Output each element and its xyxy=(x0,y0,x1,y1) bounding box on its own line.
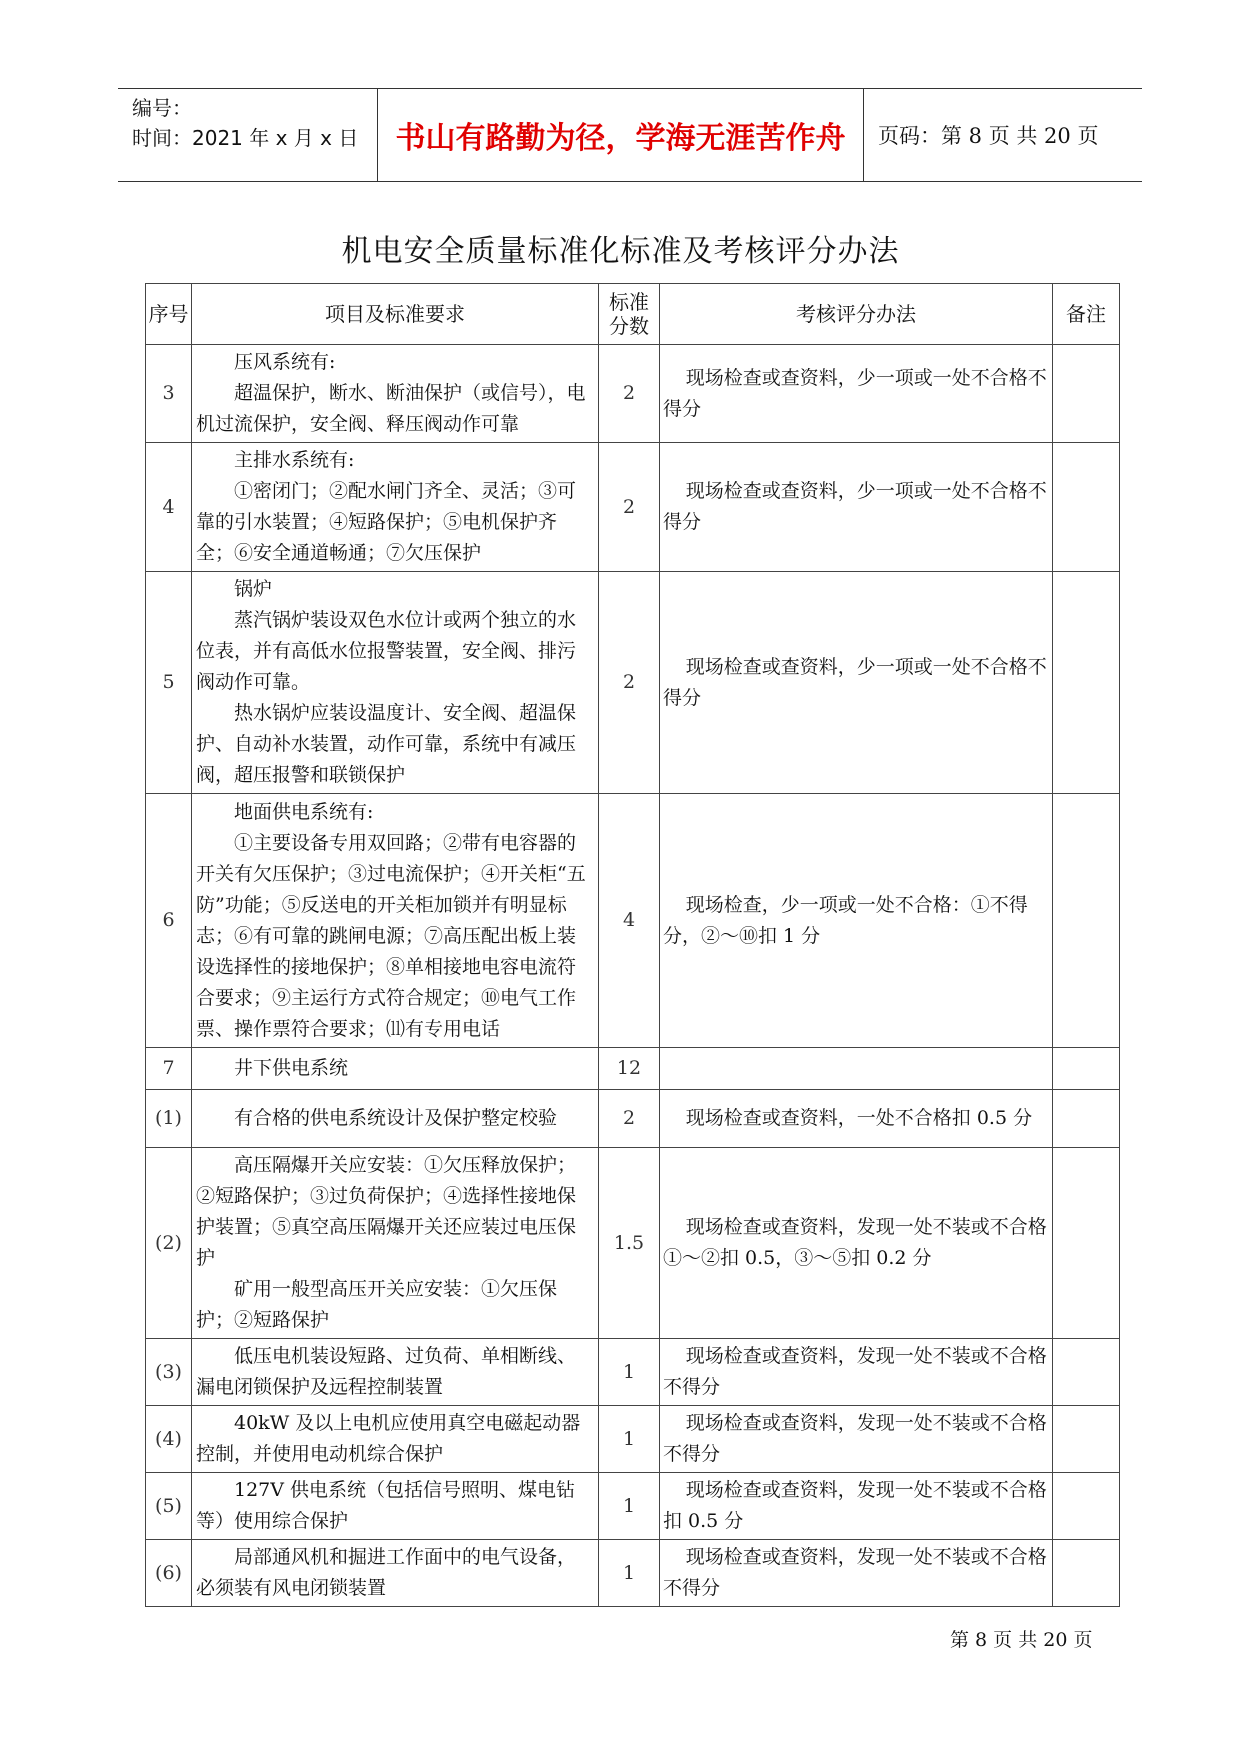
header-motto: 书山有路勤为径，学海无涯苦作舟 xyxy=(378,89,864,181)
requirement-text: 锅炉 xyxy=(234,578,273,600)
row-score: 12 xyxy=(599,1048,660,1090)
row-method: 现场检查或查资料，少一项或一处不合格不得分 xyxy=(660,345,1053,443)
row-requirement xyxy=(192,1339,599,1406)
row-number: 7 xyxy=(146,1048,192,1090)
row-method: 现场检查或查资料，发现一处不装或不合格①～②扣 0.5，③～⑤扣 0.2 分 xyxy=(660,1148,1053,1339)
row-method: 现场检查或查资料，发现一处不装或不合格不得分 xyxy=(660,1540,1053,1607)
requirement-text: 井下供电系统 xyxy=(234,1057,349,1079)
row-note xyxy=(1053,1090,1120,1148)
row-method: 现场检查或查资料，一处不合格扣 0.5 分 xyxy=(660,1090,1053,1148)
standards-table xyxy=(145,283,1120,1607)
table-row xyxy=(146,1148,1120,1339)
requirement-text: 主排水系统有: xyxy=(234,449,355,471)
row-score: 1 xyxy=(599,1540,660,1607)
time-label: 时间：2021 年 x 月 x 日 xyxy=(132,126,359,150)
row-method: 现场检查或查资料，少一项或一处不合格不得分 xyxy=(660,572,1053,794)
row-score: 4 xyxy=(599,794,660,1048)
table-row xyxy=(146,1048,1120,1090)
row-number: (3) xyxy=(146,1339,192,1406)
header-page-info: 页码：第 8 页 共 20 页 xyxy=(878,124,1099,148)
row-requirement xyxy=(192,1406,599,1473)
requirement-text: 高压隔爆开关应安装：①欠压释放保护；②短路保护；③过负荷保护；④选择性接地保护装置；⑤真空高压隔爆开关还应装过电压保护 xyxy=(196,1154,577,1269)
row-score: 2 xyxy=(599,1090,660,1148)
requirement-text: 压风系统有: xyxy=(234,351,336,373)
row-requirement xyxy=(192,1048,599,1090)
row-note xyxy=(1053,1473,1120,1540)
row-number: (2) xyxy=(146,1148,192,1339)
requirement-text: 127V 供电系统（包括信号照明、煤电钻等）使用综合保护 xyxy=(196,1479,576,1532)
requirement-text: 局部通风机和掘进工作面中的电气设备，必须装有风电闭锁装置 xyxy=(196,1546,577,1599)
requirement-text: 低压电机装设短路、过负荷、单相断线、漏电闭锁保护及远程控制装置 xyxy=(196,1345,577,1398)
requirement-text: ①主要设备专用双回路；②带有电容器的开关有欠压保护；③过电流保护；④开关柜“五防”功能；⑤反送电的开关柜加锁并有明显标志；⑥有可靠的跳闸电源；⑦高压配出板上装设选择性的接地保护；⑧单相接地电容电流符合要求；⑨主运行方式符合规定；⑩电气工作票、操作票符合要求；⑾有专用电话 xyxy=(196,831,586,1040)
row-number: (4) xyxy=(146,1406,192,1473)
requirement-text: 超温保护，断水、断油保护（或信号），电机过流保护，安全阀、释压阀动作可靠 xyxy=(196,382,586,435)
page-footer: 第 8 页 共 20 页 xyxy=(950,1629,1093,1651)
row-number: 4 xyxy=(146,443,192,572)
header-req: 项目及标准要求 xyxy=(192,284,599,345)
page-header xyxy=(118,88,1142,182)
row-score: 2 xyxy=(599,345,660,443)
header-note: 备注 xyxy=(1053,284,1120,345)
row-score: 1 xyxy=(599,1406,660,1473)
row-method: 现场检查或查资料，发现一处不装或不合格不得分 xyxy=(660,1339,1053,1406)
row-note xyxy=(1053,1148,1120,1339)
header-num: 序号 xyxy=(146,284,192,345)
row-note xyxy=(1053,1406,1120,1473)
table-row xyxy=(146,443,1120,572)
row-requirement xyxy=(192,443,599,572)
row-score: 1 xyxy=(599,1473,660,1540)
row-number: (5) xyxy=(146,1473,192,1540)
requirement-text: 蒸汽锅炉装设双色水位计或两个独立的水位表，并有高低水位报警装置，安全阀、排污阀动作可靠。 xyxy=(196,609,577,693)
row-requirement xyxy=(192,794,599,1048)
row-requirement xyxy=(192,1148,599,1339)
table-row xyxy=(146,1090,1120,1148)
table-row xyxy=(146,794,1120,1048)
row-note xyxy=(1053,345,1120,443)
row-note xyxy=(1053,1048,1120,1090)
row-method: 现场检查或查资料，少一项或一处不合格不得分 xyxy=(660,443,1053,572)
table-row xyxy=(146,345,1120,443)
table-row xyxy=(146,1473,1120,1540)
row-method: 现场检查或查资料，发现一处不装或不合格扣 0.5 分 xyxy=(660,1473,1053,1540)
header-meta xyxy=(118,89,378,181)
table-row xyxy=(146,1339,1120,1406)
table-body xyxy=(146,345,1120,1607)
table-row xyxy=(146,572,1120,794)
requirement-text: 地面供电系统有: xyxy=(234,800,374,823)
row-requirement xyxy=(192,1473,599,1540)
requirement-text: 矿用一般型高压开关应安装：①欠压保护；②短路保护 xyxy=(196,1278,558,1331)
requirement-text: 40kW 及以上电机应使用真空电磁起动器控制，并使用电动机综合保护 xyxy=(196,1412,581,1465)
row-number: (1) xyxy=(146,1090,192,1148)
header-method: 考核评分办法 xyxy=(660,284,1053,345)
row-score: 2 xyxy=(599,443,660,572)
requirement-text: ①密闭门；②配水闸门齐全、灵活；③可靠的引水装置；④短路保护；⑤电机保护齐全；⑥安全通道畅通；⑦欠压保护 xyxy=(196,480,577,564)
row-note xyxy=(1053,1540,1120,1607)
row-number: 5 xyxy=(146,572,192,794)
row-requirement xyxy=(192,345,599,443)
row-number: (6) xyxy=(146,1540,192,1607)
table-header-row xyxy=(146,284,1120,345)
row-score: 1 xyxy=(599,1339,660,1406)
number-label: 编号： xyxy=(132,96,192,120)
requirement-text: 热水锅炉应装设温度计、安全阀、超温保护、自动补水装置，动作可靠，系统中有减压阀，超压报警和联锁保护 xyxy=(196,702,577,786)
row-requirement xyxy=(192,1540,599,1607)
header-score: 标准 分数 xyxy=(599,284,660,345)
table-row xyxy=(146,1540,1120,1607)
row-score: 2 xyxy=(599,572,660,794)
row-note xyxy=(1053,794,1120,1048)
row-requirement xyxy=(192,1090,599,1148)
row-method xyxy=(660,1048,1053,1090)
row-note xyxy=(1053,443,1120,572)
row-score: 1.5 xyxy=(599,1148,660,1339)
row-number: 3 xyxy=(146,345,192,443)
row-number: 6 xyxy=(146,794,192,1048)
requirement-text: 有合格的供电系统设计及保护整定校验 xyxy=(234,1107,558,1129)
document-title: 机电安全质量标准化标准及考核评分办法 xyxy=(341,234,900,269)
table-row xyxy=(146,1406,1120,1473)
row-requirement xyxy=(192,572,599,794)
row-note xyxy=(1053,1339,1120,1406)
row-method: 现场检查，少一项或一处不合格：①不得分，②～⑩扣 1 分 xyxy=(660,794,1053,1048)
row-method: 现场检查或查资料，发现一处不装或不合格不得分 xyxy=(660,1406,1053,1473)
row-note xyxy=(1053,572,1120,794)
